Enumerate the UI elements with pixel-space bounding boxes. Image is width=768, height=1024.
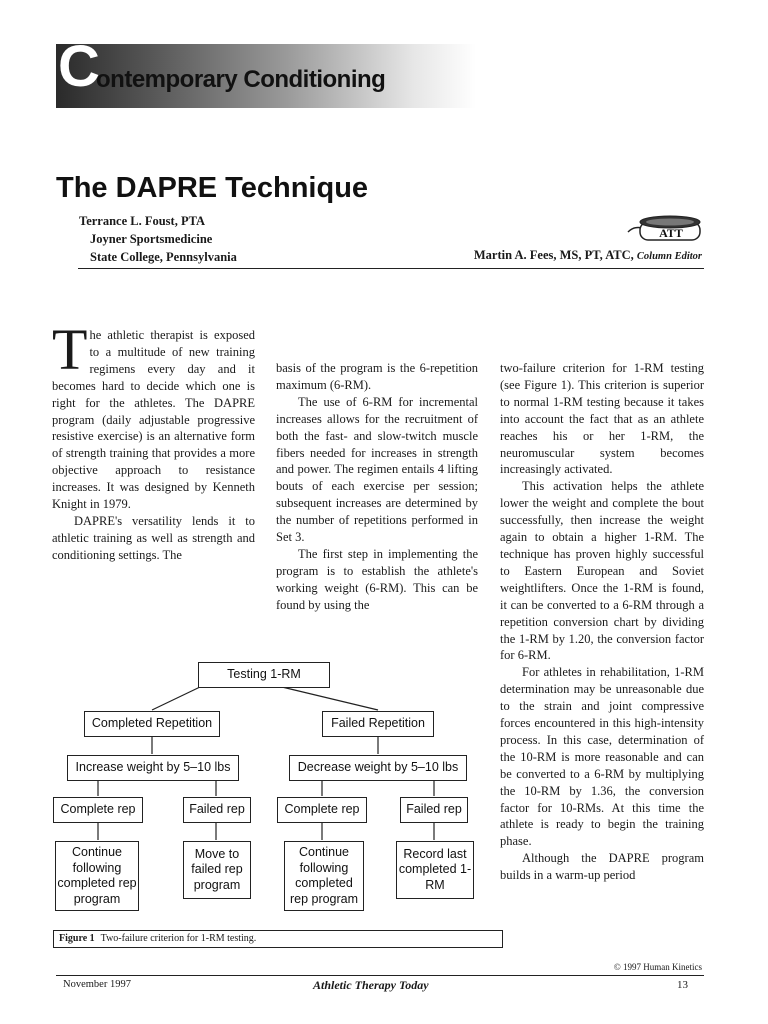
paragraph: For athletes in rehabilitation, 1-RM determination may be unreasonable due to the strain and joint compressive forces encountered in this high-intensity process. In this case, determination of the 10-RM is more reasonable and can be converted to a 6-RM by multiplying the 10-RM by 1.36, the conversion factor for 10-RMs. At this time the athlete is ready to begin the training phase. xyxy=(500,665,704,849)
paragraph: basis of the program is the 6-repetition maximum (6-RM). xyxy=(276,361,478,392)
figure-flowchart xyxy=(52,658,482,920)
body-column-2 xyxy=(276,360,478,614)
copyright-notice: © 1997 Human Kinetics xyxy=(613,962,702,972)
article-title: The DAPRE Technique xyxy=(56,172,369,204)
author-location: State College, Pennsylvania xyxy=(90,250,237,264)
flow-leaf-continue-2: Continue following completed rep program xyxy=(284,841,364,911)
flow-node-failed: Failed Repetition xyxy=(322,711,434,737)
flow-leaf-record: Record last completed 1-RM xyxy=(396,841,474,899)
paragraph: two-failure criterion for 1-RM testing (see Figure 1). This criterion is superior to normal 1-RM testing because it takes into account the fact that as an athlete reaches his or her 1-RM, the neuromuscular system becomes increasingly activated. xyxy=(500,361,704,477)
flow-node-decrease: Decrease weight by 5–10 lbs xyxy=(289,755,467,781)
editor-name: Martin A. Fees, MS, PT, ATC, xyxy=(473,248,634,262)
logo-text: ATT xyxy=(659,226,683,240)
column-header-banner xyxy=(56,34,476,108)
column-header-title: ontemporary Conditioning xyxy=(96,66,386,93)
figure-caption xyxy=(53,930,503,948)
drop-cap: T xyxy=(52,317,88,382)
flow-leaf-move-failed: Move to failed rep program xyxy=(183,841,251,899)
flow-node-complete-rep-1: Complete rep xyxy=(53,797,143,823)
paragraph: The first step in implementing the program is to establish the athlete's working weight (6-RM). This can be found by using the xyxy=(276,546,478,612)
flow-node-completed: Completed Repetition xyxy=(84,711,220,737)
footer-journal-name: Athletic Therapy Today xyxy=(313,978,429,992)
flow-node-failed-rep-1: Failed rep xyxy=(183,797,251,823)
flow-node-increase: Increase weight by 5–10 lbs xyxy=(67,755,239,781)
paragraph-text: he athletic therapist is exposed to a multitude of new training regimens every day and it becomes hard to decide which one is right for the athletes. The DAPRE program (daily adjustable progressive resistive exercise) is an alternative form of strength training that provides a more objective approach to resistance increases. It was designed by Kenneth Knight in 1979. xyxy=(52,328,255,512)
flow-node-failed-rep-2: Failed rep xyxy=(400,797,468,823)
header-divider xyxy=(78,268,704,269)
column-editor xyxy=(474,248,702,263)
flow-node-testing: Testing 1-RM xyxy=(198,662,330,688)
footer-date: November 1997 xyxy=(63,979,131,990)
paragraph: The use of 6-RM for incremental increases allows for the recruitment of both the fast- and slow-twitch muscle fibers needed for increases in strength and power. The regimen entails 4 lifting bouts of each exercise per session; subsequent increases are determined by the number of repetitions performed in Set 3. xyxy=(276,394,478,545)
caption-text: Two-failure criterion for 1-RM testing. xyxy=(100,933,257,944)
footer-divider xyxy=(56,975,704,976)
author-name: Terrance L. Foust, PTA xyxy=(79,214,206,228)
paragraph: This activation helps the athlete lower the weight and complete the bout successfully, then increase the weight again to obtain a higher 1-RM. The technique has proven highly successful to Eastern European and Soviet weightlifters. Once the 1-RM is found, it can be converted to a 6-RM through a repetition conversion chart by dividing the 1-RM by 1.20, the conversion factor for 6-RM. xyxy=(500,479,704,663)
caption-label: Figure 1 xyxy=(59,933,95,944)
paragraph: DAPRE's versatility lends it to athletic training as well as strength and conditioning settings. The xyxy=(52,513,255,562)
paragraph xyxy=(52,317,255,513)
editor-role: Column Editor xyxy=(636,251,702,262)
paragraph: Although the DAPRE program builds in a warm-up period xyxy=(500,851,704,883)
flow-node-complete-rep-2: Complete rep xyxy=(277,797,367,823)
flow-leaf-continue-1: Continue following completed rep program xyxy=(55,841,139,911)
author-affiliation: Joyner Sportsmedicine xyxy=(90,232,213,246)
body-column-3 xyxy=(500,360,704,884)
body-column-1 xyxy=(52,317,255,564)
tape-roll-logo xyxy=(626,210,706,244)
page-number: 13 xyxy=(677,979,688,991)
column-header-initial: C xyxy=(58,34,100,99)
